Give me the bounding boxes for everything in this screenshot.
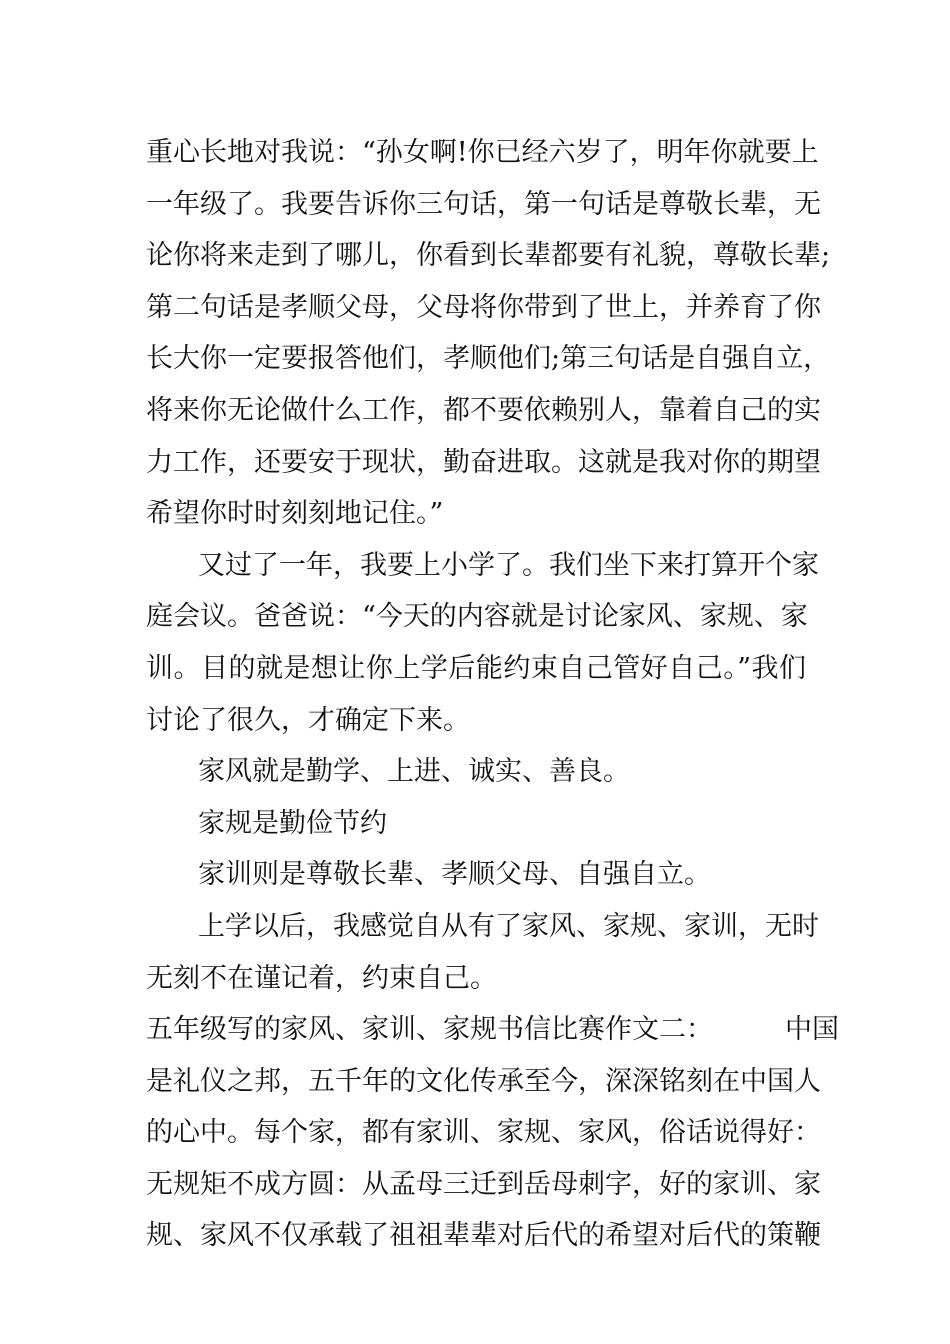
text-line: 无规矩不成方圆：从孟母三迁到岳母刺字，好的家训、家 [146,1168,821,1200]
text-line: 重心长地对我说：“孙女啊!你已经六岁了，明年你就要上 [146,137,819,168]
family-rules-line: 家规是勤俭节约 [198,807,387,839]
text-line: 希望你时时刻刻地记住。” [146,498,444,530]
text-line: 一年级了。我要告诉你三句话，第一句话是尊敬长辈，无 [146,188,821,220]
paragraph-first-line: 上学以后，我感觉自从有了家风、家规、家训，无时 [198,910,819,942]
family-style-line: 家风就是勤学、上进、诚实、善良。 [198,756,630,788]
text-line: 讨论了很久，才确定下来。 [146,704,470,736]
text-line: 第二句话是孝顺父母，父母将你带到了世上，并养育了你 [146,291,821,323]
essay-opening: 中国 [785,1014,839,1046]
essay-heading-line [146,1004,839,1056]
text-line: 无刻不在谨记着，约束自己。 [146,962,497,994]
text-line: 的心中。每个家，都有家训、家规、家风，俗话说得好： [146,1117,821,1149]
text-line: 将来你无论做什么工作，都不要依赖别人，靠着自己的实 [146,394,821,426]
family-motto-line: 家训则是尊敬长辈、孝顺父母、自强自立。 [198,859,711,891]
paragraph-first-line: 又过了一年，我要上小学了。我们坐下来打算开个家 [198,549,819,581]
text-line: 是礼仪之邦，五千年的文化传承至今，深深铭刻在中国人 [146,1065,821,1097]
text-line: 长大你一定要报答他们，孝顺他们;第三句话是自强自立， [146,343,831,375]
document-body [146,127,839,1262]
text-line: 规、家风不仅承载了祖祖辈辈对后代的希望对后代的策鞭 [146,1220,821,1252]
text-line: 庭会议。爸爸说：“今天的内容就是讨论家风、家规、家 [146,601,808,633]
text-line: 训。目的就是想让你上学后能约束自己管好自己。”我们 [146,652,806,684]
text-line: 力工作，还要安于现状，勤奋进取。这就是我对你的期望 [146,446,821,478]
text-line: 论你将来走到了哪儿，你看到长辈都要有礼貌，尊敬长辈; [146,240,831,272]
essay-heading: 五年级写的家风、家训、家规书信比赛作文二： [146,1014,713,1046]
